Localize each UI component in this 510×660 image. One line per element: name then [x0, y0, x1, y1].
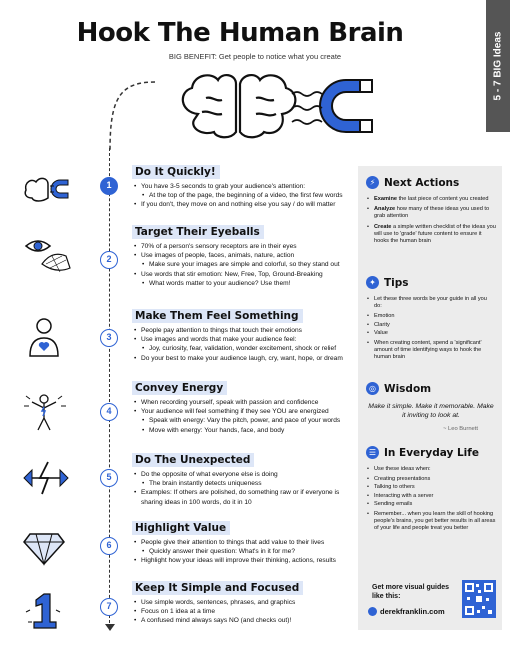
- action-text: a simple written checklist of the ideas you will use to 'grade' future content to ensure it hooks the human brain: [374, 223, 496, 245]
- step-4-badge: 4: [100, 403, 118, 421]
- sub-bullet: • What words matter to your audience? Use them!: [132, 279, 354, 288]
- list-item: [366, 206, 496, 220]
- sub-bullet: • Speak with energy: Vary the pitch, power, and pace of your words: [132, 416, 354, 425]
- tips-list: [366, 296, 496, 365]
- sub-bullet: • At the top of the page, the beginning of a video, the first few words: [132, 191, 354, 200]
- step-4-section: [132, 378, 354, 435]
- sub-bullet: • Quickly answer their question: What's in it for me?: [132, 547, 354, 556]
- timeline-arrow: [105, 624, 115, 631]
- brain-icon: [183, 75, 296, 137]
- wisdom-author: ~ Leo Burnett: [443, 426, 478, 432]
- step-5-bullets: [132, 470, 354, 507]
- list-item: • Sending emails: [366, 501, 496, 508]
- list-item: • Interacting with a server: [366, 493, 496, 500]
- sub-bullet: • Joy, curiosity, fear, validation, wonder excitement, shock or relief: [132, 344, 354, 353]
- bullet: • You have 3-5 seconds to grab your audience's attention:: [132, 182, 354, 191]
- attraction-waves: [292, 92, 322, 124]
- tips-heading: [366, 276, 409, 289]
- action-text: the last piece of content you created: [397, 196, 489, 202]
- step-4-bullets: [132, 398, 354, 435]
- step-5-badge: 5: [100, 469, 118, 487]
- bullet: • Your audience will feel something if they see YOU are energized: [132, 407, 354, 416]
- list-item: • Remember... when you learn the skill of hooking people's brains, you get better results in all areas of your life and people treat you better: [366, 511, 496, 533]
- everyday-list: [366, 466, 496, 536]
- tips-title: Tips: [384, 276, 409, 289]
- step-7-number-one-icon: [22, 590, 66, 630]
- page-title: Hook The Human Brain: [76, 18, 404, 48]
- brain-magnet-illustration: [150, 62, 380, 152]
- step-6-bullets: [132, 538, 354, 566]
- bullet: • Use images of people, faces, animals, nature, action: [132, 251, 354, 260]
- list-item: [366, 224, 496, 246]
- lightbulb-icon: ✦: [366, 276, 379, 289]
- page-subtitle: BIG BENEFIT: Get people to notice what you create: [168, 52, 342, 61]
- step-2-badge: 2: [100, 251, 118, 269]
- wisdom-title: Wisdom: [384, 382, 432, 395]
- list-item: [366, 196, 496, 203]
- step-7-bullets: [132, 598, 354, 626]
- bullet: • A confused mind always says NO (and checks out)!: [132, 616, 354, 625]
- step-3-badge: 3: [100, 329, 118, 347]
- wisdom-quote: Make it simple. Make it memorable. Make it inviting to look at.: [368, 403, 494, 419]
- search-icon: ◎: [366, 382, 379, 395]
- sub-bullet: • The brain instantly detects uniqueness: [132, 479, 354, 488]
- list-item: • When creating content, spend a 'significant' amount of time identifying ways to hook the human brain: [366, 340, 496, 362]
- step-6-section: [132, 518, 354, 566]
- step-5-section: [132, 450, 354, 507]
- everyday-title: In Everyday Life: [384, 446, 479, 459]
- step-1-brain-magnet-icon: [22, 172, 70, 206]
- bullet: • Use simple words, sentences, phrases, and graphics: [132, 598, 354, 607]
- bullet: • Focus on 1 idea at a time: [132, 607, 354, 616]
- bullet: • 70% of a person's sensory receptors are in their eyes: [132, 242, 354, 251]
- magnet-icon: [320, 80, 372, 132]
- side-tab: [486, 0, 510, 132]
- step-2-bullets: [132, 242, 354, 288]
- step-5-title: Do The Unexpected: [132, 453, 254, 467]
- qr-code-icon[interactable]: [462, 580, 496, 618]
- step-4-title: Convey Energy: [132, 381, 227, 395]
- bullet: • If you don't, they move on and nothing else you say / do will matter: [132, 200, 354, 209]
- step-7-title: Keep It Simple and Focused: [132, 581, 303, 595]
- step-4-energy-figure-icon: [22, 392, 68, 432]
- sub-bullet: • Make sure your images are simple and colorful, so they stand out: [132, 260, 354, 269]
- list-item: • Clarity: [366, 322, 496, 329]
- step-1-badge: 1: [100, 177, 118, 195]
- list-item: • Use these ideas when:: [366, 466, 496, 473]
- next-actions-title: Next Actions: [384, 176, 460, 189]
- step-6-title: Highlight Value: [132, 521, 230, 535]
- step-3-person-heart-icon: [22, 316, 66, 360]
- list-item: • Value: [366, 330, 496, 337]
- action-text: how many of these ideas you used to grab attention: [374, 206, 490, 220]
- bullet: • Do the opposite of what everyone else is doing: [132, 470, 354, 479]
- timeline-line: [109, 148, 110, 628]
- bullet: • Use images and words that make your audience feel:: [132, 335, 354, 344]
- action-verb: Create: [374, 223, 392, 230]
- list-icon: ☰: [366, 446, 379, 459]
- next-actions-heading: [366, 176, 459, 189]
- step-2-eye-net-icon: [22, 234, 74, 276]
- step-7-badge: 7: [100, 598, 118, 616]
- side-tab-label: 5 - 7 BIG Ideas: [492, 31, 504, 101]
- list-item: • Talking to others: [366, 484, 496, 491]
- step-5-lightning-arrows-icon: [22, 460, 70, 496]
- bullet: • People give their attention to things that add value to their lives: [132, 538, 354, 547]
- step-3-section: [132, 306, 354, 363]
- next-actions-list: [366, 196, 496, 248]
- step-2-section: [132, 222, 354, 288]
- step-1-title: Do It Quickly!: [132, 165, 220, 179]
- step-6-diamond-icon: [22, 530, 66, 566]
- bullet: • Do your best to make your audience laugh, cry, want, hope, or dream: [132, 354, 354, 363]
- bullet: • Use words that stir emotion: New, Free, Top, Ground-Breaking: [132, 270, 354, 279]
- step-3-bullets: [132, 326, 354, 363]
- bullet: • People pay attention to things that touch their emotions: [132, 326, 354, 335]
- action-verb: Examine: [374, 196, 398, 202]
- website-link[interactable]: [368, 607, 445, 616]
- step-6-badge: 6: [100, 537, 118, 555]
- timeline-curve: [100, 78, 160, 152]
- step-1-section: [132, 162, 354, 210]
- more-guides-label: Get more visual guides like this:: [372, 584, 450, 600]
- list-item: • Emotion: [366, 313, 496, 320]
- step-1-bullets: [132, 182, 354, 210]
- wisdom-heading: [366, 382, 431, 395]
- bullet: • Highlight how your ideas will improve their thinking, actions, results: [132, 556, 354, 565]
- globe-icon: [368, 607, 377, 616]
- step-7-section: [132, 578, 354, 626]
- everyday-heading: [366, 446, 479, 459]
- step-3-title: Make Them Feel Something: [132, 309, 303, 323]
- step-2-title: Target Their Eyeballs: [132, 225, 264, 239]
- list-item: • Let these three words be your guide in all you do:: [366, 296, 496, 310]
- bullet: • When recording yourself, speak with passion and confidence: [132, 398, 354, 407]
- action-verb: Analyze: [374, 206, 396, 213]
- sub-bullet: • Move with energy: Your hands, face, and body: [132, 426, 354, 435]
- website-text: derekfranklin.com: [380, 607, 445, 616]
- lightning-icon: ⚡: [366, 176, 379, 189]
- bullet: • Examples: If others are polished, do something raw or if everyone is sharing ideas in 100 words, do it in 10: [132, 488, 354, 506]
- list-item: • Creating presentations: [366, 476, 496, 483]
